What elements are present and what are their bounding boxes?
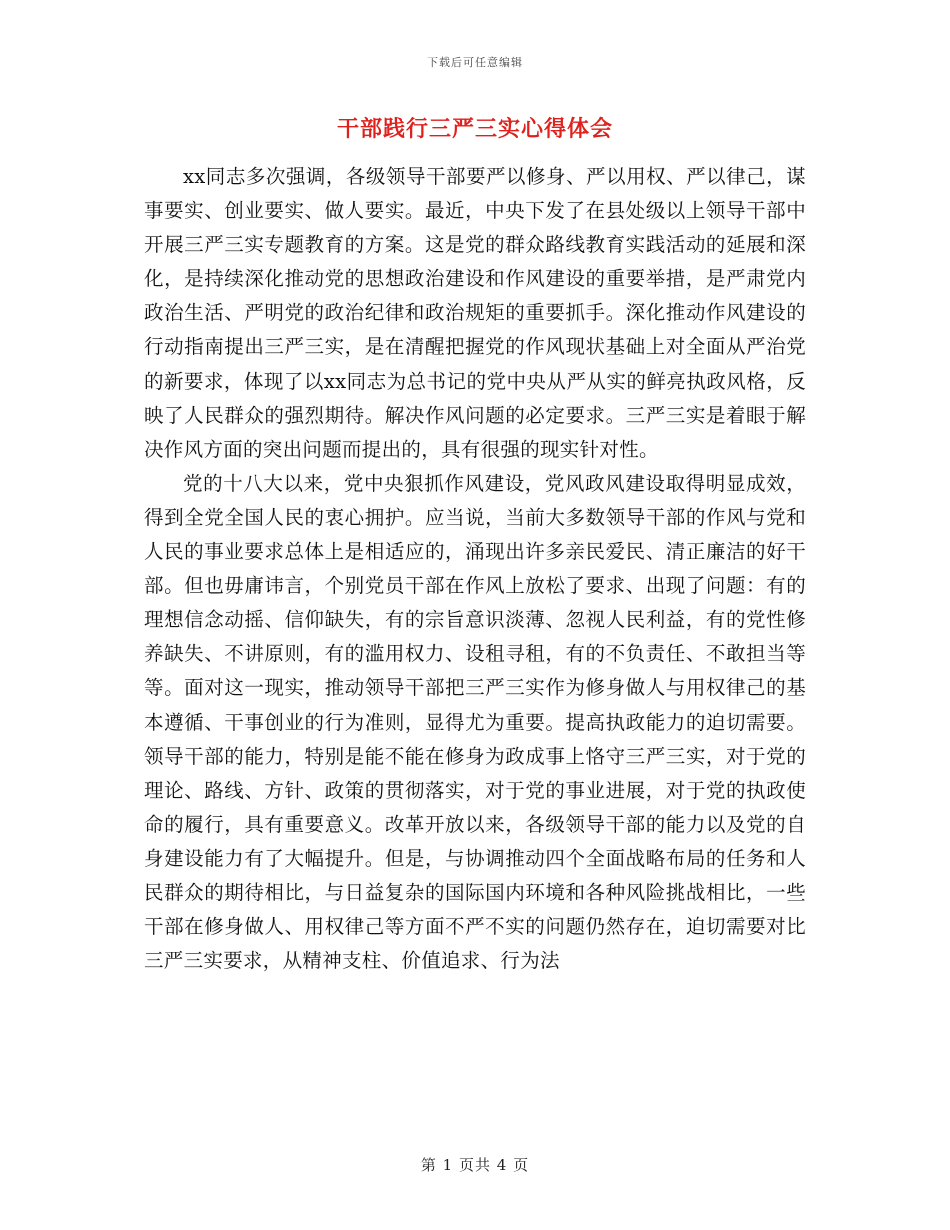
paragraph-1: xx同志多次强调，各级领导干部要严以修身、严以用权、严以律己，谋事要实、创业要实、做人要实。最近，中央下发了在县处级以上领导干部中开展三严三实专题教育的方案。这是党的群众路线教育实践活动的延展和深化，是持续深化推动党的思想政治建设和作风建设的重要举措，是严肃党内政治生活、严明党的政治纪律和政治规矩的重要抓手。深化推动作风建设的行动指南提出三严三实，是在清醒把握党的作风现状基础上对全面从严治党的新要求，体现了以xx同志为总书记的党中央从严从实的鲜亮执政风格，反映了人民群众的强烈期待。解决作风问题的必定要求。三严三实是着眼于解决作风方面的突出问题而提出的，具有很强的现实针对性。 [144,165,806,461]
page-footer: 第 1 页共 4 页 [420,1156,530,1174]
document-title: 干部践行三严三实心得体会 [336,116,613,142]
document-body [144,160,806,978]
paragraph-2: 党的十八大以来，党中央狠抓作风建设，党风政风建设取得明显成效，得到全党全国人民的衷心拥护。应当说，当前大多数领导干部的作风与党和人民的事业要求总体上是相适应的，涌现出许多亲民爱民、清正廉洁的好干部。但也毋庸讳言，个别党员干部在作风上放松了要求、出现了问题：有的理想信念动摇、信仰缺失，有的宗旨意识淡薄、忽视人民利益，有的党性修养缺失、不讲原则，有的滥用权力、设租寻租，有的不负责任、不敢担当等等。面对这一现实，推动领导干部把三严三实作为修身做人与用权律己的基本遵循、干事创业的行为准则，显得尤为重要。提高执政能力的迫切需要。领导干部的能力，特别是能不能在修身为政成事上恪守三严三实，对于党的理论、路线、方针、政策的贯彻落实，对于党的事业进展，对于党的执政使命的履行，具有重要意义。改革开放以来，各级领导干部的能力以及党的自身建设能力有了大幅提升。但是，与协调推动四个全面战略布局的任务和人民群众的期待相比，与日益复杂的国际国内环境和各种风险挑战相比，一些干部在修身做人、用权律己等方面不严不实的问题仍然存在，迫切需要对比三严三实要求，从精神支柱、价值追求、行为法 [144,471,806,973]
page-header: 下载后可任意编辑 [427,56,523,69]
